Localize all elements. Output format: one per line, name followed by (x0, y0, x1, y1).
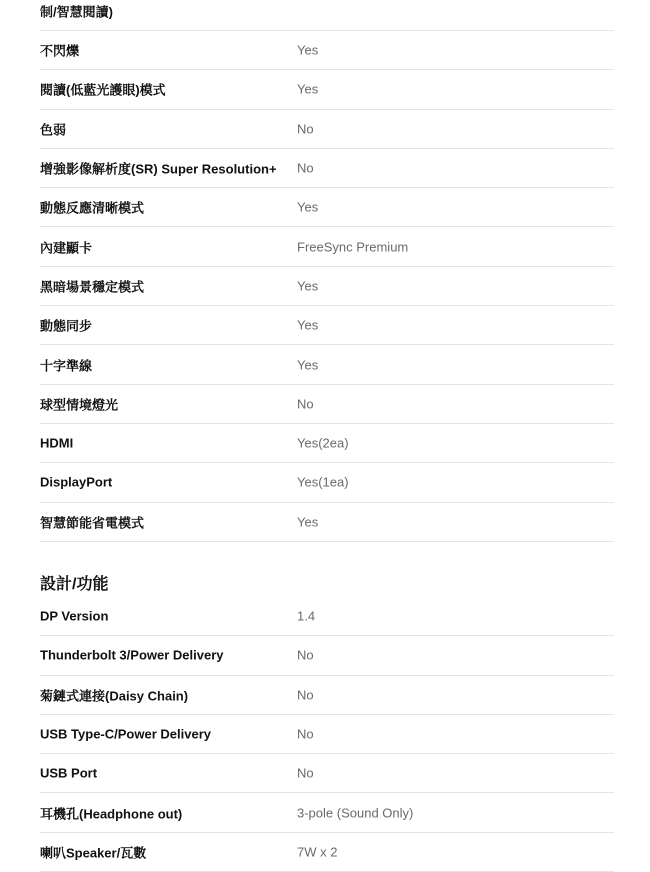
spec-row (40, 833, 614, 872)
spec-label: 黑暗場景穩定模式 (40, 279, 145, 295)
spec-table-design (40, 597, 614, 872)
spec-label: 不閃爍 (40, 43, 80, 59)
spec-value: 3-pole (Sound Only) (297, 805, 414, 821)
spec-label: 制/智慧閱讀) (40, 4, 113, 20)
spec-label: 球型情境燈光 (40, 397, 119, 413)
spec-label: 菊鏈式連接(Daisy Chain) (40, 688, 189, 704)
spec-label: 十字準線 (40, 358, 93, 374)
spec-row (40, 149, 614, 188)
spec-row (40, 0, 614, 31)
spec-label: 耳機孔(Headphone out) (40, 806, 183, 822)
spec-row (40, 306, 614, 345)
spec-label: 動態同步 (40, 318, 93, 334)
spec-label: DisplayPort (40, 474, 113, 490)
spec-value: Yes (297, 514, 319, 530)
spec-row (40, 754, 614, 793)
spec-value: No (297, 687, 314, 703)
spec-row (40, 597, 614, 636)
spec-row (40, 227, 614, 266)
spec-row (40, 345, 614, 384)
spec-label: DP Version (40, 608, 109, 624)
section-heading: 設計/功能 (40, 576, 109, 593)
spec-value: Yes (297, 42, 319, 58)
spec-row (40, 676, 614, 715)
spec-label: HDMI (40, 435, 74, 451)
spec-label: 色弱 (40, 122, 67, 138)
spec-value: Yes(1ea) (297, 474, 349, 490)
spec-label: 內建顯卡 (40, 240, 93, 256)
spec-value: Yes (297, 357, 319, 373)
spec-value: Yes (297, 199, 319, 215)
spec-row (40, 267, 614, 306)
spec-value: No (297, 647, 314, 663)
spec-row (40, 385, 614, 424)
spec-value: 1.4 (297, 608, 316, 624)
spec-row (40, 424, 614, 463)
spec-label: 增強影像解析度(SR) Super Resolution+ (40, 161, 277, 177)
spec-row (40, 31, 614, 70)
spec-row (40, 70, 614, 109)
spec-value: No (297, 396, 314, 412)
spec-label: USB Type-C/Power Delivery (40, 726, 211, 742)
spec-row (40, 110, 614, 149)
spec-value: Yes (297, 317, 319, 333)
spec-value: No (297, 121, 314, 137)
spec-label: 動態反應清晰模式 (40, 200, 145, 216)
spec-row (40, 188, 614, 227)
spec-value: No (297, 160, 314, 176)
spec-row (40, 503, 614, 542)
spec-value: 7W x 2 (297, 844, 338, 860)
spec-row (40, 463, 614, 502)
spec-label: 智慧節能省電模式 (40, 515, 145, 531)
spec-label: 喇叭Speaker/瓦數 (40, 845, 147, 861)
spec-value: Yes (297, 81, 319, 97)
spec-value: FreeSync Premium (297, 239, 409, 255)
spec-label: USB Port (40, 765, 98, 781)
spec-label: 閱讀(低藍光護眼)模式 (40, 82, 166, 98)
spec-row (40, 793, 614, 832)
spec-value: Yes (297, 278, 319, 294)
spec-value: No (297, 726, 314, 742)
spec-row (40, 715, 614, 754)
spec-value: Yes(2ea) (297, 435, 349, 451)
spec-table-features (40, 0, 614, 542)
spec-value: No (297, 765, 314, 781)
spec-label: Thunderbolt 3/Power Delivery (40, 647, 224, 663)
spec-row (40, 636, 614, 675)
